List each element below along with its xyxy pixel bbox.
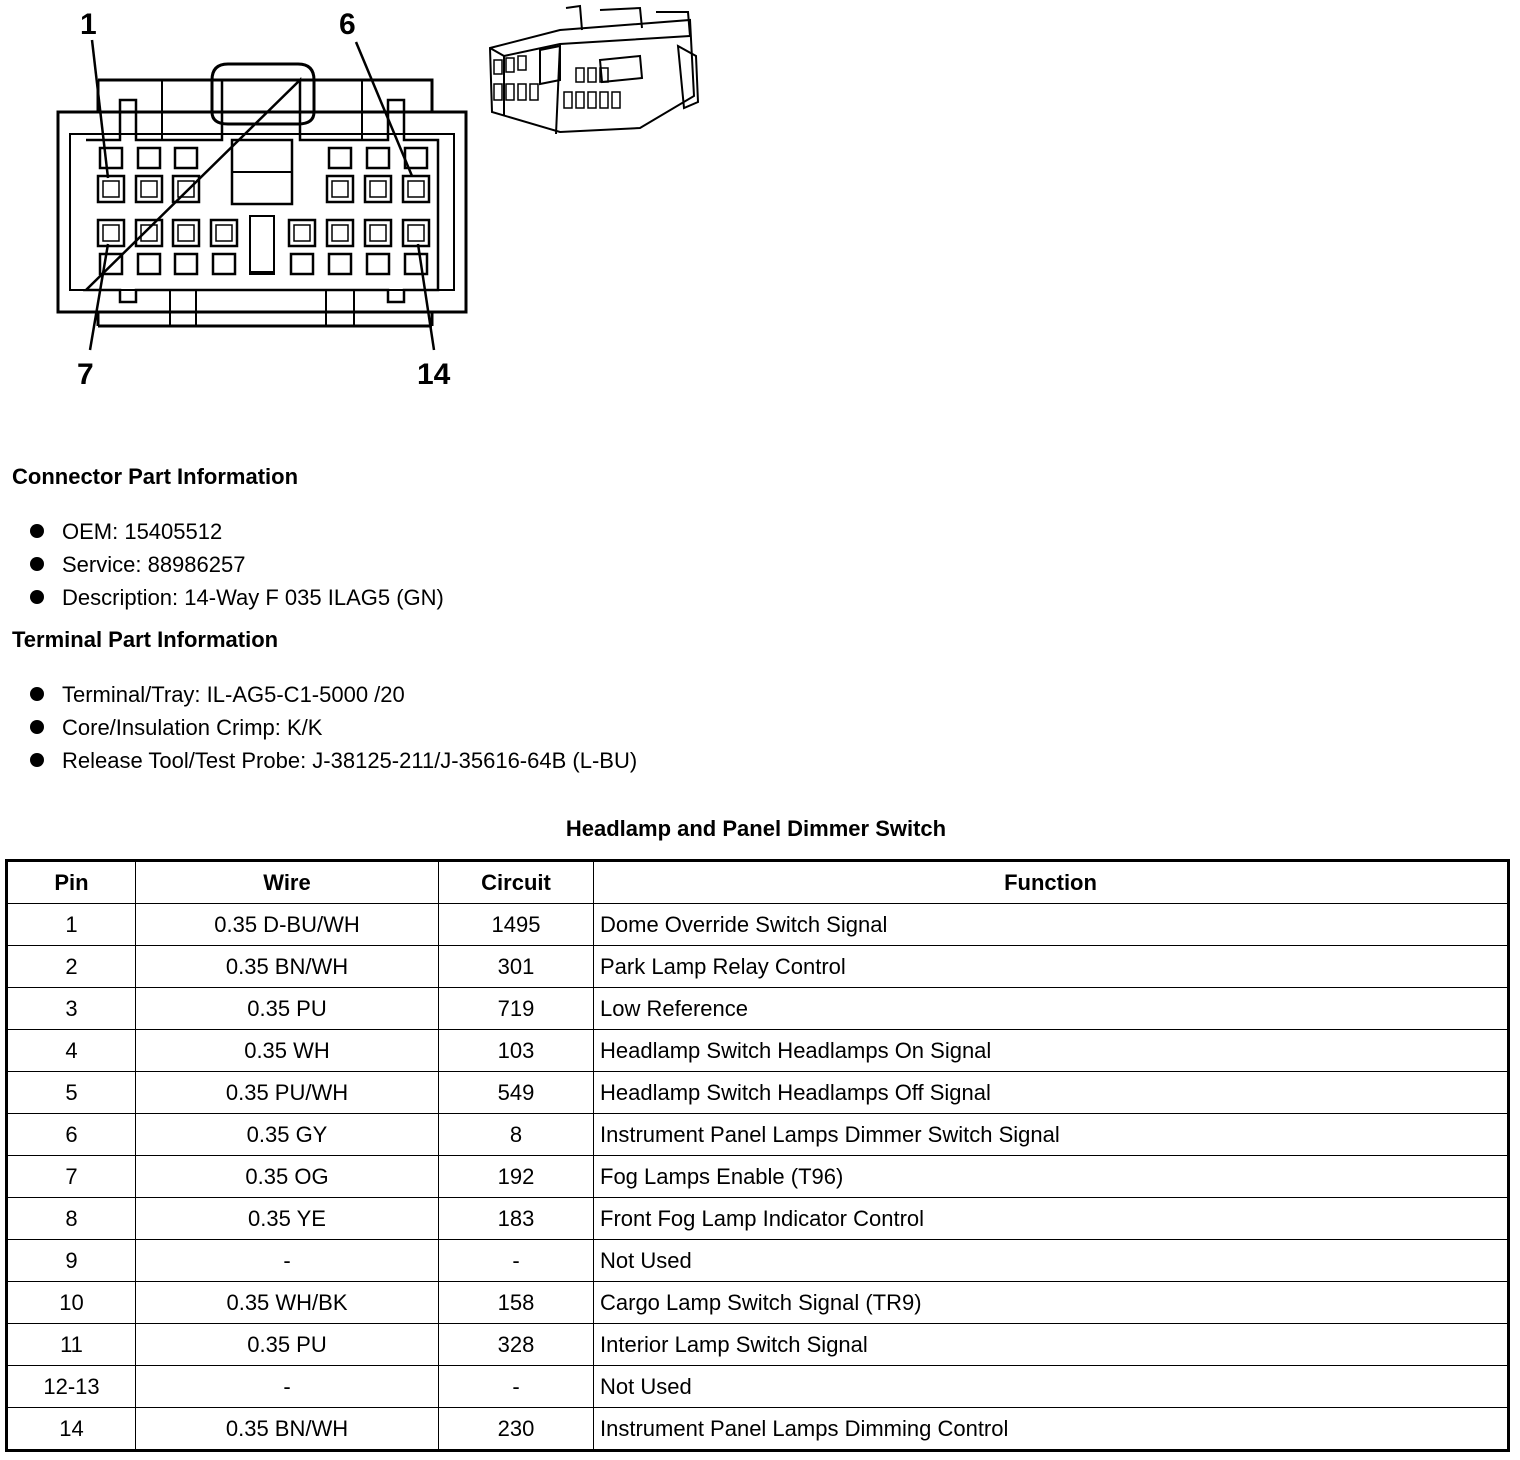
- cell-wire: 0.35 BN/WH: [136, 1408, 439, 1451]
- bullet-icon: [30, 687, 44, 701]
- cell-pin: 7: [7, 1156, 136, 1198]
- cell-wire: 0.35 OG: [136, 1156, 439, 1198]
- cell-wire: 0.35 PU: [136, 1324, 439, 1366]
- table-row: [7, 1030, 1509, 1072]
- cell-pin: 12-13: [7, 1366, 136, 1408]
- table-row: [7, 946, 1509, 988]
- table-row: [7, 1240, 1509, 1282]
- release-tool-test-probe: Release Tool/Test Probe: J-38125-211/J-35616-64B (L-BU): [62, 748, 638, 773]
- cell-circuit: -: [439, 1240, 594, 1282]
- table-row: [7, 1156, 1509, 1198]
- cell-circuit: -: [439, 1366, 594, 1408]
- cell-pin: 14: [7, 1408, 136, 1451]
- terminal-part-info-title: Terminal Part Information: [12, 627, 279, 652]
- table-title: Headlamp and Panel Dimmer Switch: [565, 816, 947, 841]
- cell-function: Dome Override Switch Signal: [594, 904, 1509, 946]
- table-row: [7, 1282, 1509, 1324]
- table-row: [7, 1072, 1509, 1114]
- list-item: [30, 678, 637, 711]
- header-wire: Wire: [136, 861, 439, 904]
- cell-pin: 9: [7, 1240, 136, 1282]
- cell-circuit: 158: [439, 1282, 594, 1324]
- cell-wire: -: [136, 1366, 439, 1408]
- table-row: [7, 1324, 1509, 1366]
- terminal-tray: Terminal/Tray: IL-AG5-C1-5000 /20: [62, 682, 405, 707]
- cell-wire: -: [136, 1240, 439, 1282]
- cell-pin: 1: [7, 904, 136, 946]
- connector-description: Description: 14-Way F 035 ILAG5 (GN): [62, 585, 444, 610]
- cell-pin: 11: [7, 1324, 136, 1366]
- list-item: [30, 711, 637, 744]
- list-item: [30, 744, 637, 777]
- pin-label-6: 6: [339, 8, 356, 41]
- cell-function: Low Reference: [594, 988, 1509, 1030]
- bullet-icon: [30, 524, 44, 538]
- cell-circuit: 192: [439, 1156, 594, 1198]
- list-item: [30, 515, 444, 548]
- cell-function: Not Used: [594, 1366, 1509, 1408]
- list-item: [30, 581, 444, 614]
- terminal-part-info-list: [30, 678, 637, 777]
- cell-circuit: 103: [439, 1030, 594, 1072]
- bullet-icon: [30, 557, 44, 571]
- table-row: [7, 988, 1509, 1030]
- bullet-icon: [30, 720, 44, 734]
- cell-circuit: 1495: [439, 904, 594, 946]
- bullet-icon: [30, 590, 44, 604]
- cell-circuit: 183: [439, 1198, 594, 1240]
- cell-pin: 2: [7, 946, 136, 988]
- cell-function: Front Fog Lamp Indicator Control: [594, 1198, 1509, 1240]
- header-pin: Pin: [7, 861, 136, 904]
- pin-label-14: 14: [417, 358, 451, 391]
- table-body: [7, 904, 1509, 1451]
- cell-circuit: 549: [439, 1072, 594, 1114]
- cell-wire: 0.35 WH: [136, 1030, 439, 1072]
- connector-3d-illustration: [490, 6, 698, 134]
- cell-function: Park Lamp Relay Control: [594, 946, 1509, 988]
- connector-part-info-list: [30, 515, 444, 614]
- cell-function: Fog Lamps Enable (T96): [594, 1156, 1509, 1198]
- cell-circuit: 328: [439, 1324, 594, 1366]
- cell-circuit: 301: [439, 946, 594, 988]
- cell-wire: 0.35 PU/WH: [136, 1072, 439, 1114]
- cell-pin: 10: [7, 1282, 136, 1324]
- cell-pin: 5: [7, 1072, 136, 1114]
- cell-pin: 3: [7, 988, 136, 1030]
- header-function: Function: [594, 861, 1509, 904]
- table-row: [7, 1198, 1509, 1240]
- cell-wire: 0.35 WH/BK: [136, 1282, 439, 1324]
- connector-part-info-title: Connector Part Information: [12, 464, 299, 489]
- cell-function: Interior Lamp Switch Signal: [594, 1324, 1509, 1366]
- cell-wire: 0.35 PU: [136, 988, 439, 1030]
- connector-oem: OEM: 15405512: [62, 519, 223, 544]
- cell-pin: 8: [7, 1198, 136, 1240]
- cell-function: Cargo Lamp Switch Signal (TR9): [594, 1282, 1509, 1324]
- core-insulation-crimp: Core/Insulation Crimp: K/K: [62, 715, 323, 740]
- header-circuit: Circuit: [439, 861, 594, 904]
- cell-wire: 0.35 D-BU/WH: [136, 904, 439, 946]
- pin-label-7: 7: [77, 358, 94, 391]
- table-row: [7, 904, 1509, 946]
- cell-wire: 0.35 YE: [136, 1198, 439, 1240]
- connector-diagram: [0, 0, 760, 400]
- connector-service: Service: 88986257: [62, 552, 246, 577]
- cell-circuit: 230: [439, 1408, 594, 1451]
- table-row: [7, 1408, 1509, 1451]
- pinout-table: [5, 859, 1510, 1452]
- cell-circuit: 8: [439, 1114, 594, 1156]
- list-item: [30, 548, 444, 581]
- cell-pin: 4: [7, 1030, 136, 1072]
- cell-function: Headlamp Switch Headlamps Off Signal: [594, 1072, 1509, 1114]
- cell-function: Headlamp Switch Headlamps On Signal: [594, 1030, 1509, 1072]
- cell-function: Instrument Panel Lamps Dimmer Switch Signal: [594, 1114, 1509, 1156]
- cell-wire: 0.35 GY: [136, 1114, 439, 1156]
- bullet-icon: [30, 753, 44, 767]
- table-header-row: [7, 861, 1509, 904]
- cell-wire: 0.35 BN/WH: [136, 946, 439, 988]
- pin-label-1: 1: [80, 8, 97, 41]
- cell-pin: 6: [7, 1114, 136, 1156]
- cell-function: Not Used: [594, 1240, 1509, 1282]
- cell-circuit: 719: [439, 988, 594, 1030]
- table-row: [7, 1114, 1509, 1156]
- table-row: [7, 1366, 1509, 1408]
- cell-function: Instrument Panel Lamps Dimming Control: [594, 1408, 1509, 1451]
